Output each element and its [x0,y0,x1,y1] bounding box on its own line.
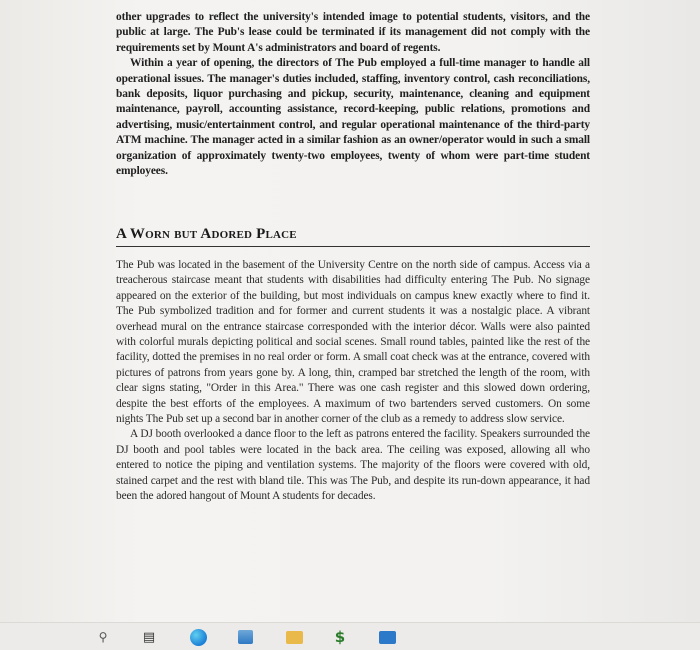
taskbar [0,622,700,650]
dollar-app-icon[interactable]: $ [334,628,346,646]
top-text-block [116,10,590,179]
paragraph: A DJ booth overlooked a dance floor to the left as patrons entered the facility. Speakers surrounded the DJ booth and pool tables were located in the back area. The ceiling was exposed, allowing all who entered to notice the piping and ventilation systems. The majority of the floors were covered with old, stained carpet and the rest with bland tile. This was The Pub, and despite its run-down appearance, it had been the adored hangout of Mount A students for decades. [116,428,590,503]
section-heading: A Worn but Adored Place [116,226,590,247]
paragraph: Within a year of opening, the directors of The Pub employed a full-time manager to handle all operational issues. The manager's duties included, staffing, inventory control, cash reconciliations, bank deposits, liquor purchasing and pickup, security, maintenance, cleaning and equipment maintenance, payroll, accounting assistance, record-keeping, public relations, promotions and advertising, music/entertainment control, and regular operational maintenance of the third-party ATM machine. The manager acted in a similar fashion as an owner/operator would in such a small organization of approximately twenty-two employees, twenty of whom were part-time student employees. [116,57,590,178]
edge-browser-icon[interactable] [190,629,207,646]
search-icon[interactable]: ⚲ [98,630,108,644]
section-text-block [116,258,590,505]
paragraph: The Pub was located in the basement of the University Centre on the north side of campus. Access via a treacherous staircase meant that students with disabilities had difficulty entering The Pub. No signage appeared on the exterior of the building, but most individuals on campus knew exactly where to find it. The Pub symbolized tradition and for former and current students it was a nostalgic place. A vibrant overhead mural on the entrance staircase corresponded with the interior décor. Walls were also painted with colorful murals depicting political and social scenes. Small round tables, painted like the rest of the facility, dotted the premises in no real order or form. A small coat check was at the entrance, covered with pictures of patrons from years gone by. A long, thin, cramped bar stretched the length of the room, with clear signs stating, "Order in this Area." There was one cash register and this slowed down ordering, despite the best efforts of the employees. A maximum of two bartenders served customers. On some nights The Pub set up a second bar in another corner of the club as a remedy to address slow service. [116,259,590,426]
store-icon[interactable] [238,630,253,644]
mail-icon[interactable] [379,631,396,644]
file-explorer-icon[interactable] [286,631,303,644]
paragraph: other upgrades to reflect the university's intended image to potential students, visitors, and the public at large. The Pub's lease could be terminated if its management did not comply with the requirements set by Mount A's administrators and board of regents. [116,11,590,54]
task-view-icon[interactable]: ▤ [142,629,156,645]
